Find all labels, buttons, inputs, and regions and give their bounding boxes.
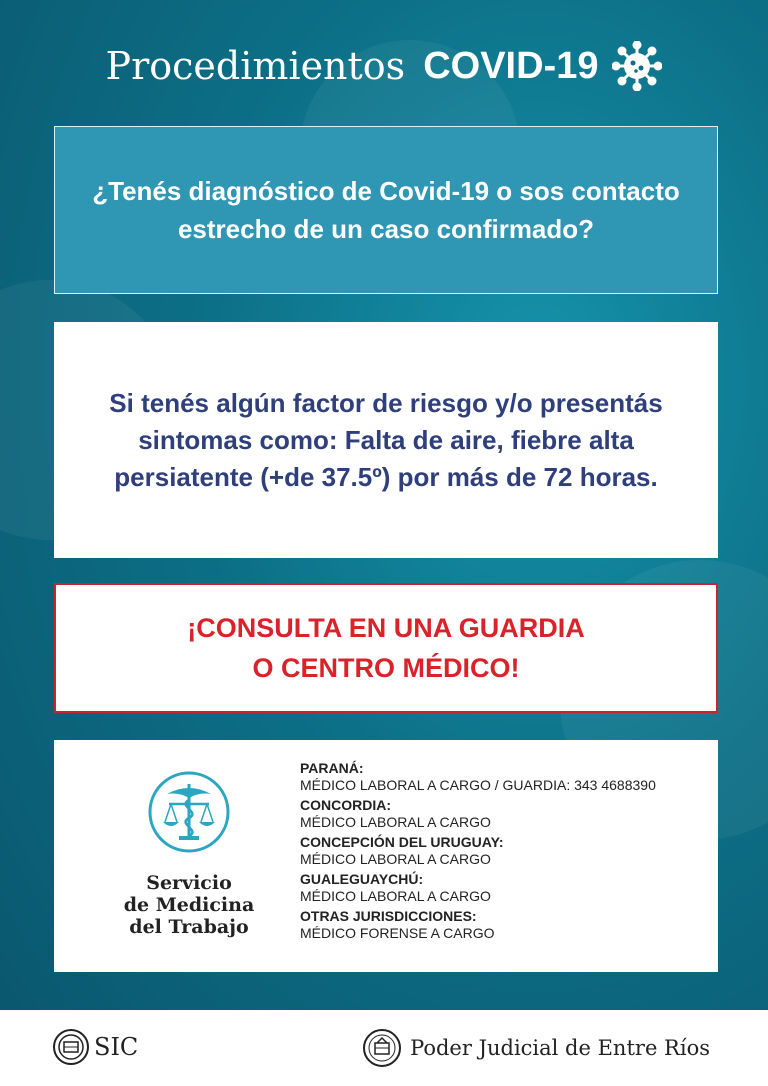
title-procedimientos: Procedimientos <box>105 44 406 88</box>
poder-judicial-logo <box>362 1028 710 1068</box>
risk-text: Si tenés algún factor de riesgo y/o presentás sintomas como: Falta de aire, fiebre alta persiatente (+de 37.5º) por más de 72 horas. <box>109 387 663 492</box>
contact-city: GUALEGUAYCHÚ: <box>300 871 424 887</box>
contact-detail: MÉDICO LABORAL A CARGO / GUARDIA: 343 4688390 <box>300 777 656 793</box>
contact-city: OTRAS JURISDICCIONES: <box>300 908 477 924</box>
contact-item <box>300 834 710 868</box>
service-line-2: de Medicina <box>123 894 255 916</box>
contact-city: CONCEPCIÓN DEL URUGUAY: <box>300 834 504 850</box>
page-title <box>0 36 768 96</box>
question-box <box>54 126 718 294</box>
question-text: ¿Tenés diagnóstico de Covid-19 o sos contacto estrecho de un caso confirmado? <box>92 176 680 244</box>
contact-item <box>300 760 710 794</box>
contact-detail: MÉDICO LABORAL A CARGO <box>300 888 491 904</box>
sic-label: SIC <box>94 1033 139 1061</box>
contact-item <box>300 871 710 905</box>
contacts-list <box>300 760 710 945</box>
footer <box>0 1010 768 1086</box>
contact-item <box>300 908 710 942</box>
consult-line-2: O CENTRO MÉDICO! <box>252 653 520 683</box>
court-seal-icon <box>362 1028 402 1068</box>
contact-city: PARANÁ: <box>300 760 364 776</box>
sic-logo <box>52 1028 138 1066</box>
contact-detail: MÉDICO FORENSE A CARGO <box>300 925 495 941</box>
info-box <box>54 740 718 972</box>
caduceus-scales-icon <box>147 770 231 854</box>
sic-emblem-icon <box>52 1028 90 1066</box>
contact-city: CONCORDIA: <box>300 797 391 813</box>
contact-item <box>300 797 710 831</box>
consult-box <box>54 583 718 713</box>
virus-icon <box>612 41 662 91</box>
contact-detail: MÉDICO LABORAL A CARGO <box>300 814 491 830</box>
risk-box <box>54 322 718 558</box>
contact-detail: MÉDICO LABORAL A CARGO <box>300 851 491 867</box>
service-line-1: Servicio <box>146 872 232 894</box>
consult-line-1: ¡CONSULTA EN UNA GUARDIA <box>187 613 585 643</box>
title-covid: COVID-19 <box>423 44 599 87</box>
service-line-3: del Trabajo <box>129 916 249 938</box>
service-logo <box>94 770 284 938</box>
poder-judicial-label: Poder Judicial de Entre Ríos <box>410 1036 710 1060</box>
